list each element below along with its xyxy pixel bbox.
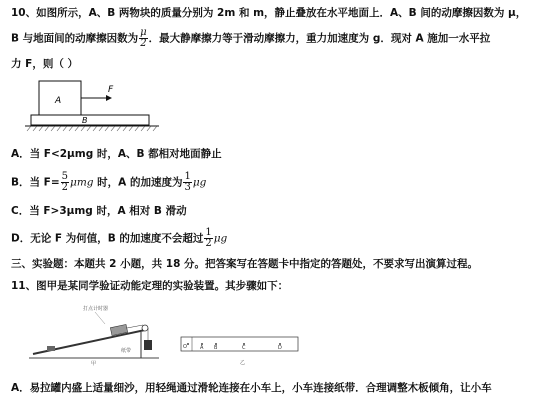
- fraction-numerator: μ: [140, 27, 147, 38]
- five-halves-fraction: [61, 172, 69, 193]
- q10-option-b: [11, 172, 206, 193]
- pulley-icon: [142, 325, 148, 331]
- tape-point-o: O: [183, 344, 187, 350]
- option-b-pre: B．当 F=: [11, 176, 60, 189]
- fraction-denominator: 2: [61, 182, 69, 193]
- q10-option-c: C．当 F>3μmg 时，A 相对 B 滑动: [11, 205, 187, 217]
- tape-dot: [187, 343, 189, 345]
- option-b-mug: μg: [192, 176, 207, 189]
- one-third-fraction: [183, 172, 191, 193]
- q10-option-d: [11, 228, 227, 249]
- tape-point-c: C: [242, 345, 246, 351]
- tape-point-b: B: [214, 345, 218, 351]
- q10-option-a: A．当 F<2μmg 时，A、B 都相对地面静止: [11, 148, 222, 160]
- timer-label: 打点计时器: [83, 306, 109, 312]
- sand-can: [144, 340, 152, 350]
- q11-figure-left: [25, 302, 165, 366]
- q11-step-a: A．易拉罐内盛上适量细沙，用轻绳通过滑轮连接在小车上，小车连接纸带．合理调整木板倾角，让小车: [11, 382, 492, 394]
- q10-line2-pre: B 与地面间的动摩擦因数为: [11, 32, 139, 45]
- fraction-denominator: 2: [205, 238, 212, 249]
- option-b-mid: 时，A 的加速度为: [93, 176, 183, 189]
- fraction-denominator: 3: [184, 182, 191, 193]
- label-leader: [95, 312, 105, 324]
- fraction-denominator: 2: [140, 38, 147, 49]
- block-a-label: A: [55, 96, 62, 106]
- figure-a-caption: 甲: [91, 361, 97, 366]
- block-b: [31, 115, 149, 125]
- string-line: [127, 325, 143, 328]
- fraction-numerator: 5: [61, 171, 69, 182]
- mu-over-2-fraction: [139, 28, 148, 49]
- option-d-pre: D．无论 F 为何值，B 的加速度不会超过: [11, 232, 204, 245]
- q10-figure: [22, 78, 162, 138]
- tape-point-d: D: [278, 345, 282, 351]
- option-d-mug: μg: [213, 232, 228, 245]
- q10-line2-post: ．最大静摩擦力等于滑动摩擦力，重力加速度为 g．现对 A 施加一水平拉: [148, 32, 491, 45]
- q11-figure-right: [180, 332, 304, 366]
- q10-line2: [11, 28, 490, 49]
- arrow-head-icon: [106, 95, 112, 101]
- figure-b-caption: 乙: [240, 360, 246, 366]
- tape-label: 纸带: [121, 348, 132, 354]
- tape-point-a: A: [200, 345, 204, 351]
- fraction-numerator: 1: [205, 227, 212, 238]
- block-b-label: B: [82, 116, 88, 125]
- one-half-fraction: [204, 228, 212, 249]
- force-label: F: [108, 85, 114, 95]
- fraction-numerator: 1: [184, 171, 191, 182]
- ground-hatching: [27, 126, 157, 131]
- q10-line3: 力 F，则（ ）: [11, 58, 78, 70]
- timer-block: [47, 346, 55, 351]
- section-3-heading: 三、实验题：本题共 2 小题，共 18 分。把答案写在答题卡中指定的答题处，不要求写出演算过程。: [11, 258, 479, 270]
- option-b-mumg: μmg: [70, 176, 94, 189]
- q10-line1: 10、如图所示，A、B 两物块的质量分别为 2m 和 m，静止叠放在水平地面上．A、B 间的动摩擦因数为 μ，: [11, 7, 527, 19]
- q11-title: 11、图甲是某同学验证动能定理的实验装置。其步骤如下：: [11, 280, 289, 292]
